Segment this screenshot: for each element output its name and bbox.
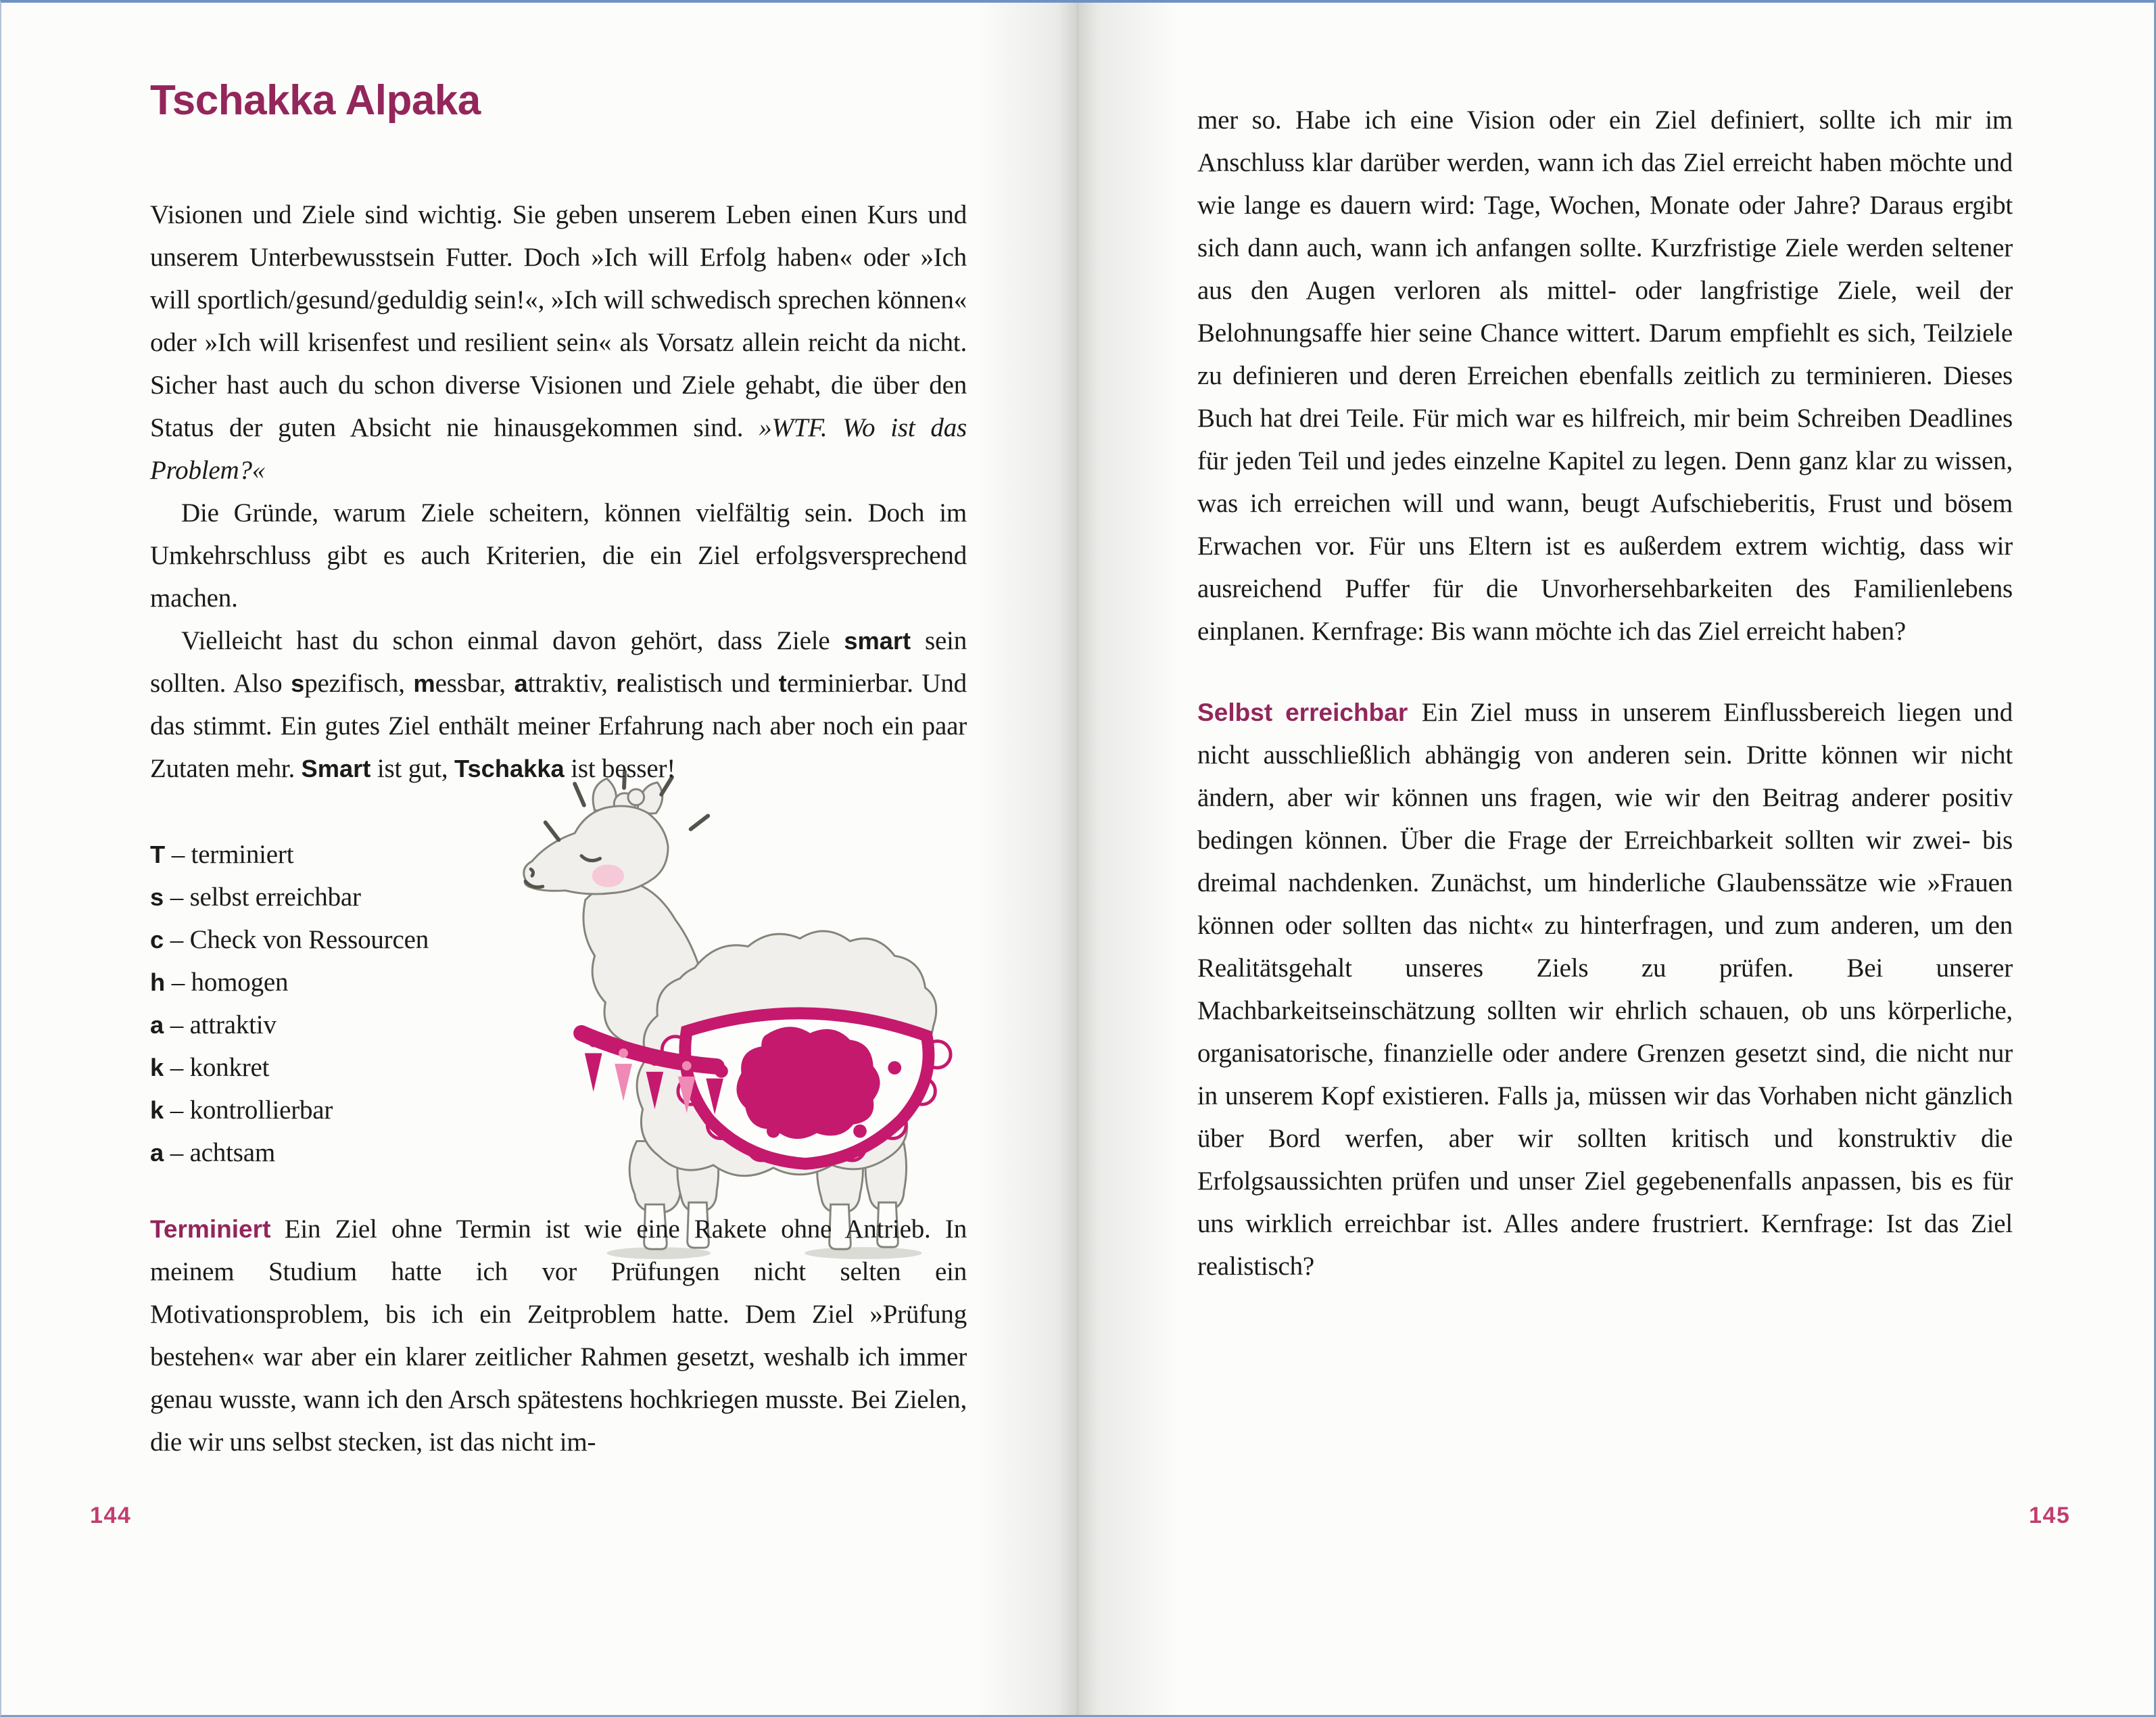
- acronym-item: a – attraktiv: [150, 1010, 277, 1039]
- acronym-item: s – selbst erreichbar: [150, 883, 361, 912]
- section-selbst-erreichbar: Selbst erreichbar Ein Ziel muss in unserem Einflussbereich liegen und nicht ausschließlich abhängig von anderen sein. Dritte können wir nicht ändern, aber wir können uns fragen, wie wir den Beitrag anderer positiv bedingen können. Über die Frage der Erreichbarkeit sollten wir zwei- bis dreimal nachdenken. Zunächst, um hinderliche Glaubenssätze wie »Frauen können oder sollten das nicht« zu hinterfragen, und zum anderen, um den Realitätsgehalt unseres Ziels zu prüfen. Bei unserer Machbarkeitseinschätzung sollten wir ehrlich schauen, ob uns körperliche, organisatorische, finanzielle oder andere Grenzen gesetzt sind, die nicht nur in unserem Kopf existieren. Falls ja, müssen wir das Vorhaben nicht gänzlich über Bord werfen, aber wir sollten kritisch und konstruktiv die Erfolgsaussichten prüfen und unser Ziel gegebenenfalls anpassen, bis es für uns wirklich erreichbar ist. Alles andere frustriert. Kernfrage: Ist das Ziel realistisch?: [1197, 698, 2013, 1281]
- acronym-item: h – homogen: [150, 968, 289, 997]
- section-terminiert: Terminiert Ein Ziel ohne Termin ist wie eine Rakete ohne Antrieb. In meinem Studium hatte ich vor Prüfungen nicht selten ein Motivationsproblem, bis ich ein Zeitproblem hatte. Dem Ziel »Prüfung bestehen« war aber ein klarer zeitlicher Rahmen gesetzt, weshalb ich immer genau wusste, wann ich den Arsch spätestens hochkriegen musste. Bei Zielen, die wir uns selbst stecken, ist das nicht im-: [150, 1215, 967, 1457]
- acronym-item: T – terminiert: [150, 840, 294, 869]
- acronym-item: k – konkret: [150, 1053, 270, 1082]
- tschakka-acronym-list: [150, 833, 967, 1174]
- chapter-heading: Tschakka Alpaka: [150, 77, 481, 124]
- page-number-left: 144: [90, 1503, 132, 1528]
- acronym-item: a – achtsam: [150, 1138, 275, 1167]
- right-body-text: [1197, 99, 2013, 1288]
- acronym-item: c – Check von Ressourcen: [150, 925, 429, 954]
- body-paragraph: Vielleicht hast du schon einmal davon gehört, dass Ziele smart sein sollten. Also spezifisch, messbar, attraktiv, realistisch und terminierbar. Und das stimmt. Ein gutes Ziel enthält meiner Erfahrung nach aber noch ein paar Zutaten mehr. Smart ist gut, Tschakka ist besser!: [150, 626, 967, 783]
- body-paragraph: mer so. Habe ich eine Vision oder ein Ziel definiert, sollte ich mir im Anschluss klar darüber werden, wann ich das Ziel erreicht haben möchte und wie lange es dauern wird: Tage, Wochen, Monate oder Jahre? Daraus ergibt sich dann auch, wann ich anfangen sollte. Kurzfristige Ziele werden seltener aus den Augen verloren als mittel- oder langfristige Ziele, weil der Belohnungsaffe hier seine Chance wittert. Darum empfiehlt es sich, Teilziele zu definieren und deren Erreichen ebenfalls zeitlich zu terminieren. Dieses Buch hat drei Teile. Für mich war es hilfreich, mir beim Schreiben Deadlines für jeden Teil und jedes einzelne Kapitel zu legen. Denn ganz klar zu wissen, was ich erreichen will und wann, beugt Aufschieberitis, Frust und bösem Erwachen vor. Für uns Eltern ist es außerdem extrem wichtig, dass wir ausreichend Puffer für die Unvorhersehbarkeiten des Familienlebens einplanen. Kernfrage: Bis wann möchte ich das Ziel erreicht haben?: [1197, 105, 2013, 646]
- book-gutter-shadow: [976, 3, 1179, 1715]
- page-number-right: 145: [2029, 1503, 2071, 1528]
- body-paragraph: Die Gründe, warum Ziele scheitern, können vielfältig sein. Doch im Umkehrschluss gibt es auch Kriterien, die ein Ziel erfolgsversprechend machen.: [150, 498, 967, 613]
- body-paragraph: Visionen und Ziele sind wichtig. Sie geben unserem Leben einen Kurs und unserem Unterbewusstsein Futter. Doch »Ich will Erfolg haben« oder »Ich will sportlich/gesund/geduldig sein!«, »Ich will schwedisch sprechen können« oder »Ich will krisenfest und resilient sein« als Vorsatz allein reicht da nicht. Sicher hast auch du schon diverse Visionen und Ziele gehabt, die über den Status der guten Absicht nie hinausgekommen sind. »WTF. Wo ist das Problem?«: [150, 200, 967, 485]
- acronym-item: k – kontrollierbar: [150, 1096, 333, 1125]
- left-body-text: [150, 193, 967, 1463]
